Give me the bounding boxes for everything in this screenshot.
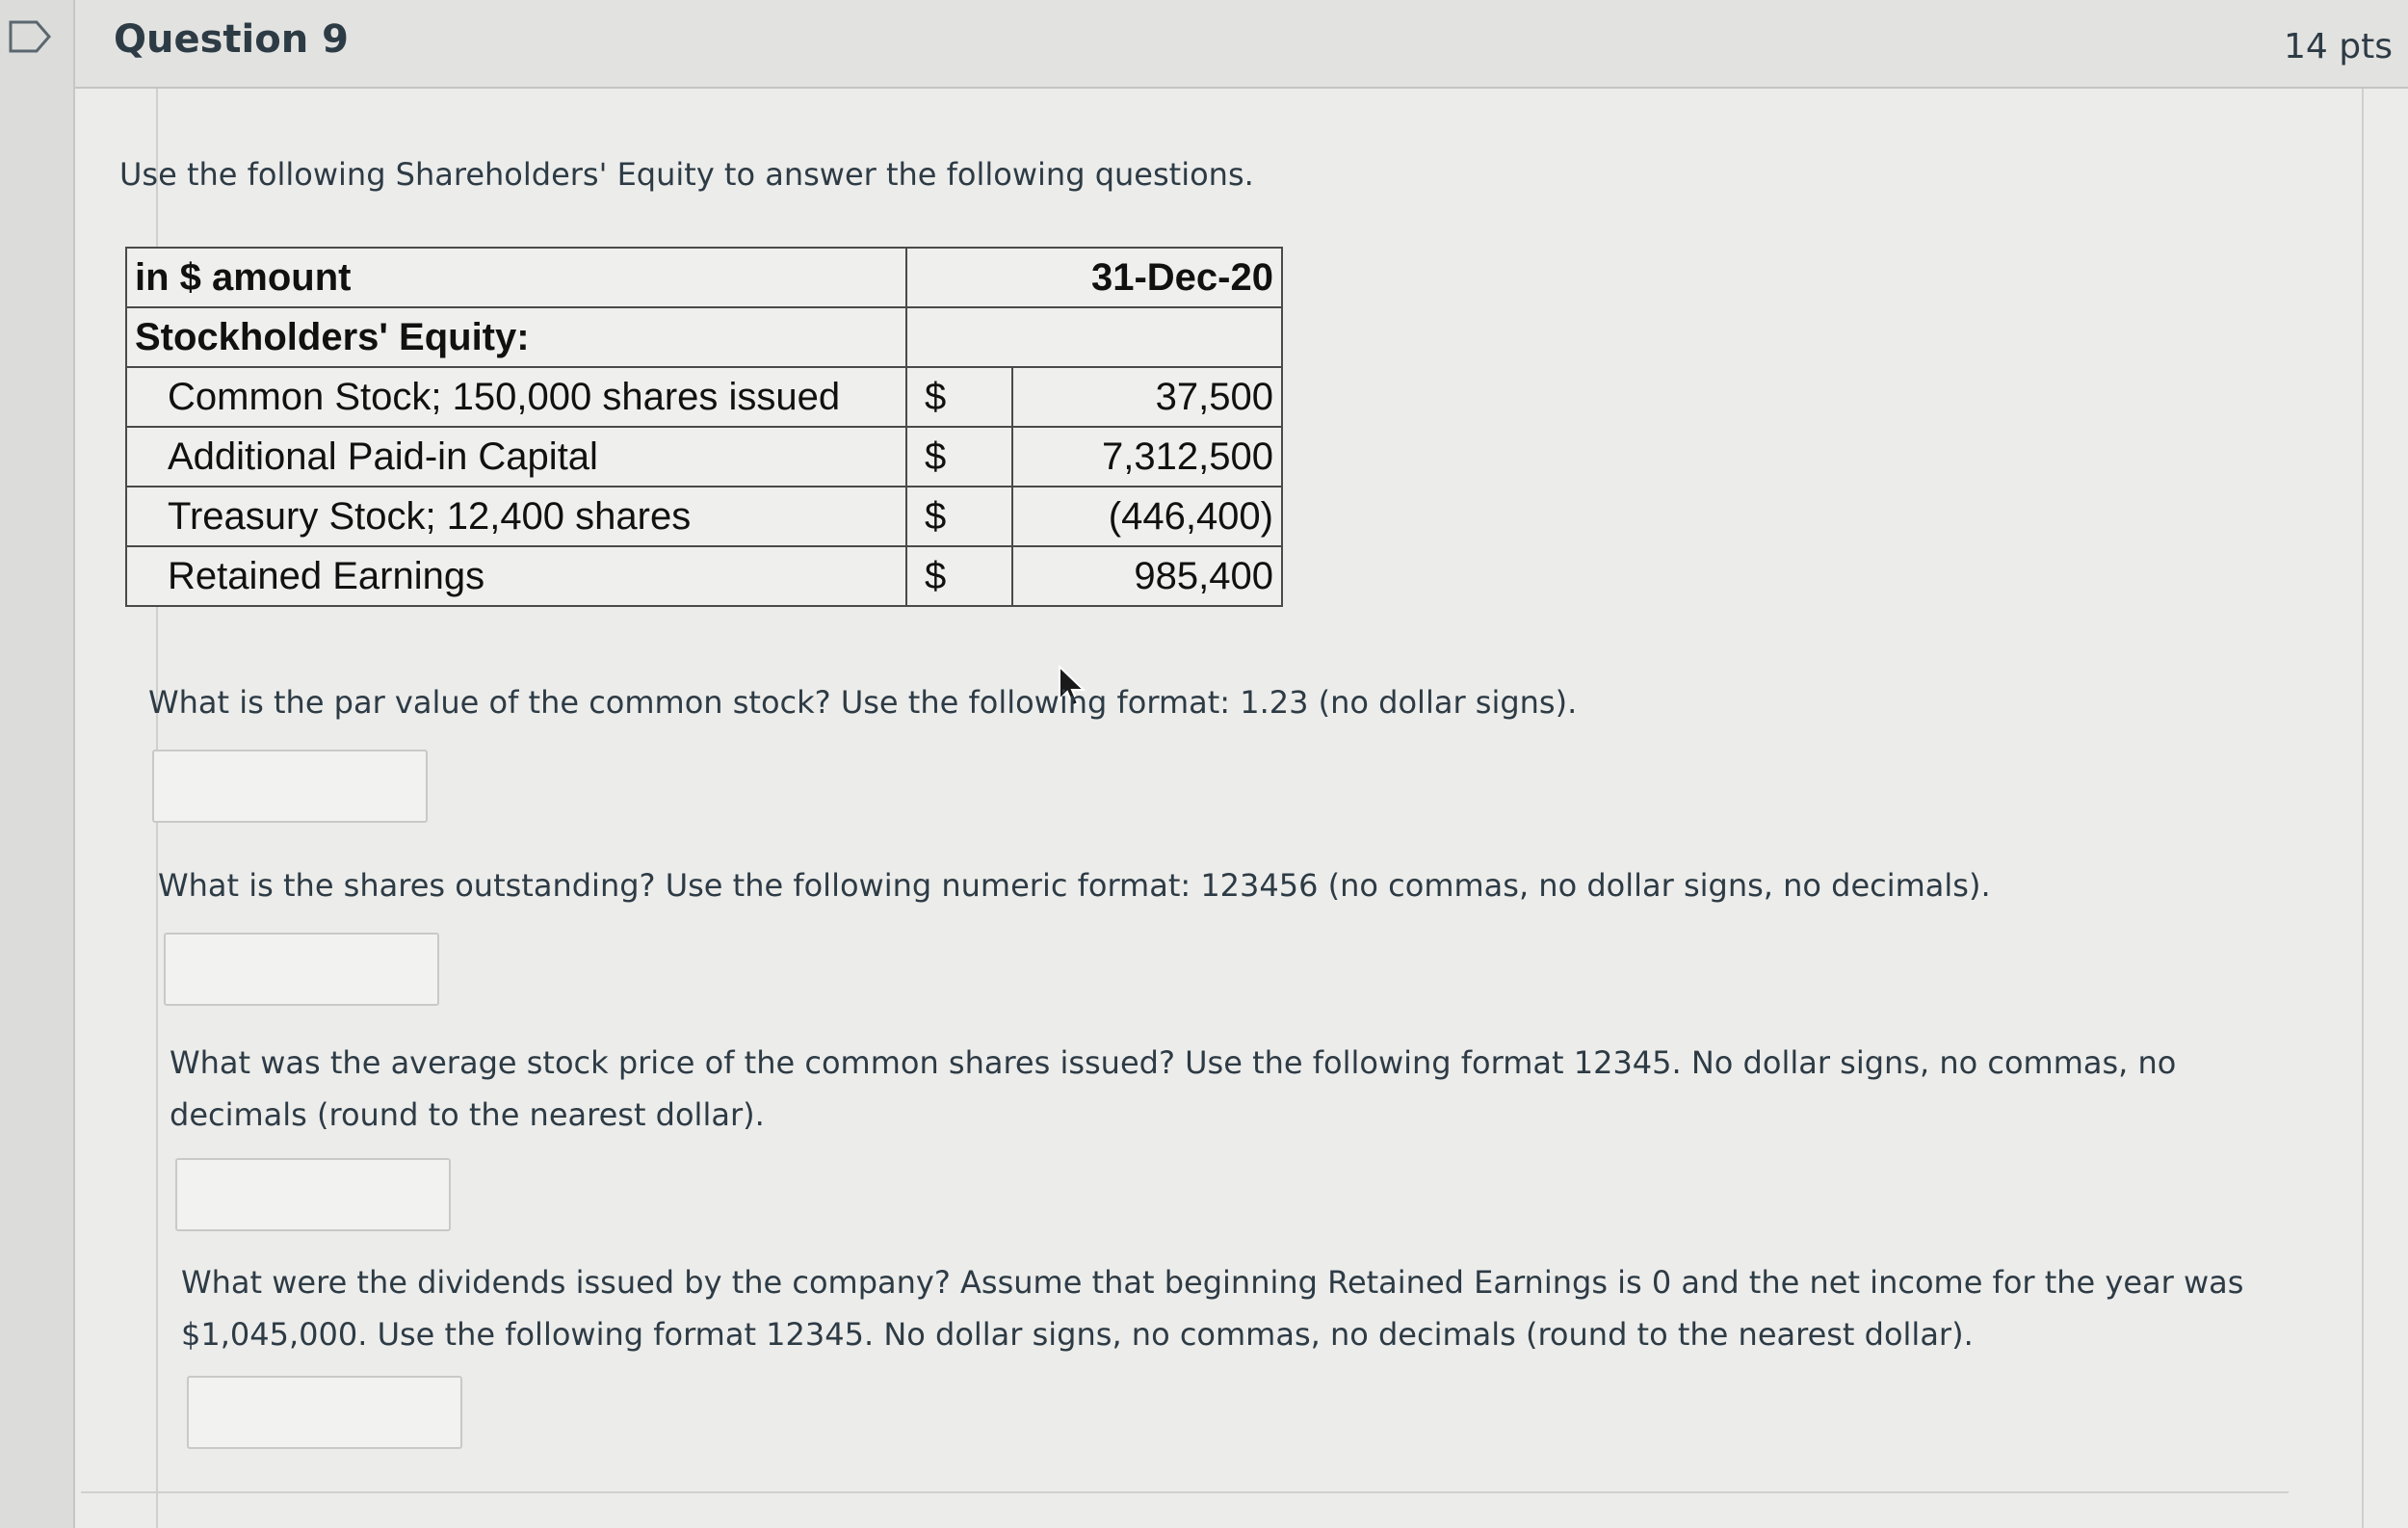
row-label: Additional Paid-in Capital bbox=[126, 427, 906, 487]
question-dividends: What were the dividends issued by the company? Assume that beginning Retained Earnings is 0 and the net income for the year was $1,045,000. Use the following format 12345. No dollar signs, no commas, no decimals (round to the nearest dollar). bbox=[181, 1264, 2244, 1353]
dividends-answer-input[interactable] bbox=[187, 1376, 462, 1449]
left-gutter bbox=[0, 0, 73, 1528]
row-value: (446,400) bbox=[1012, 487, 1282, 546]
shares-outstanding-answer-input[interactable] bbox=[164, 933, 439, 1006]
par-value-answer-input[interactable] bbox=[152, 750, 428, 823]
row-value: 985,400 bbox=[1012, 546, 1282, 606]
table-row bbox=[126, 367, 1282, 427]
question-title: Question 9 bbox=[114, 17, 349, 62]
card-bottom-divider bbox=[81, 1491, 2289, 1493]
row-currency: $ bbox=[906, 427, 1012, 487]
table-header-row bbox=[126, 248, 1282, 307]
header-date-cell: 31-Dec-20 bbox=[906, 248, 1282, 307]
row-label: Common Stock; 150,000 shares issued bbox=[126, 367, 906, 427]
flag-question-icon[interactable] bbox=[8, 19, 52, 54]
row-value: 7,312,500 bbox=[1012, 427, 1282, 487]
row-currency: $ bbox=[906, 367, 1012, 427]
question-average-stock-price: What was the average stock price of the common shares issued? Use the following format 12345. No dollar signs, no commas, no decimals (round to the nearest dollar). bbox=[170, 1044, 2177, 1133]
row-label: Treasury Stock; 12,400 shares bbox=[126, 487, 906, 546]
question-points: 14 pts bbox=[2284, 27, 2393, 66]
question-par-value: What is the par value of the common stock? Use the following format: 1.23 (no dollar signs). bbox=[148, 684, 1578, 721]
table-row bbox=[126, 427, 1282, 487]
equity-table bbox=[125, 247, 1283, 607]
table-row bbox=[126, 487, 1282, 546]
header-label-cell: in $ amount bbox=[126, 248, 906, 307]
average-price-answer-input[interactable] bbox=[175, 1158, 451, 1231]
row-value: 37,500 bbox=[1012, 367, 1282, 427]
section-label-cell: Stockholders' Equity: bbox=[126, 307, 906, 367]
intro-text: Use the following Shareholders' Equity to answer the following questions. bbox=[119, 156, 1254, 193]
question-header bbox=[75, 0, 2408, 89]
section-row bbox=[126, 307, 1282, 367]
section-empty-cell bbox=[906, 307, 1282, 367]
table-row bbox=[126, 546, 1282, 606]
question-shares-outstanding: What is the shares outstanding? Use the following numeric format: 123456 (no commas, no dollar signs, no decimals). bbox=[158, 867, 1991, 904]
row-currency: $ bbox=[906, 487, 1012, 546]
row-currency: $ bbox=[906, 546, 1012, 606]
row-label: Retained Earnings bbox=[126, 546, 906, 606]
